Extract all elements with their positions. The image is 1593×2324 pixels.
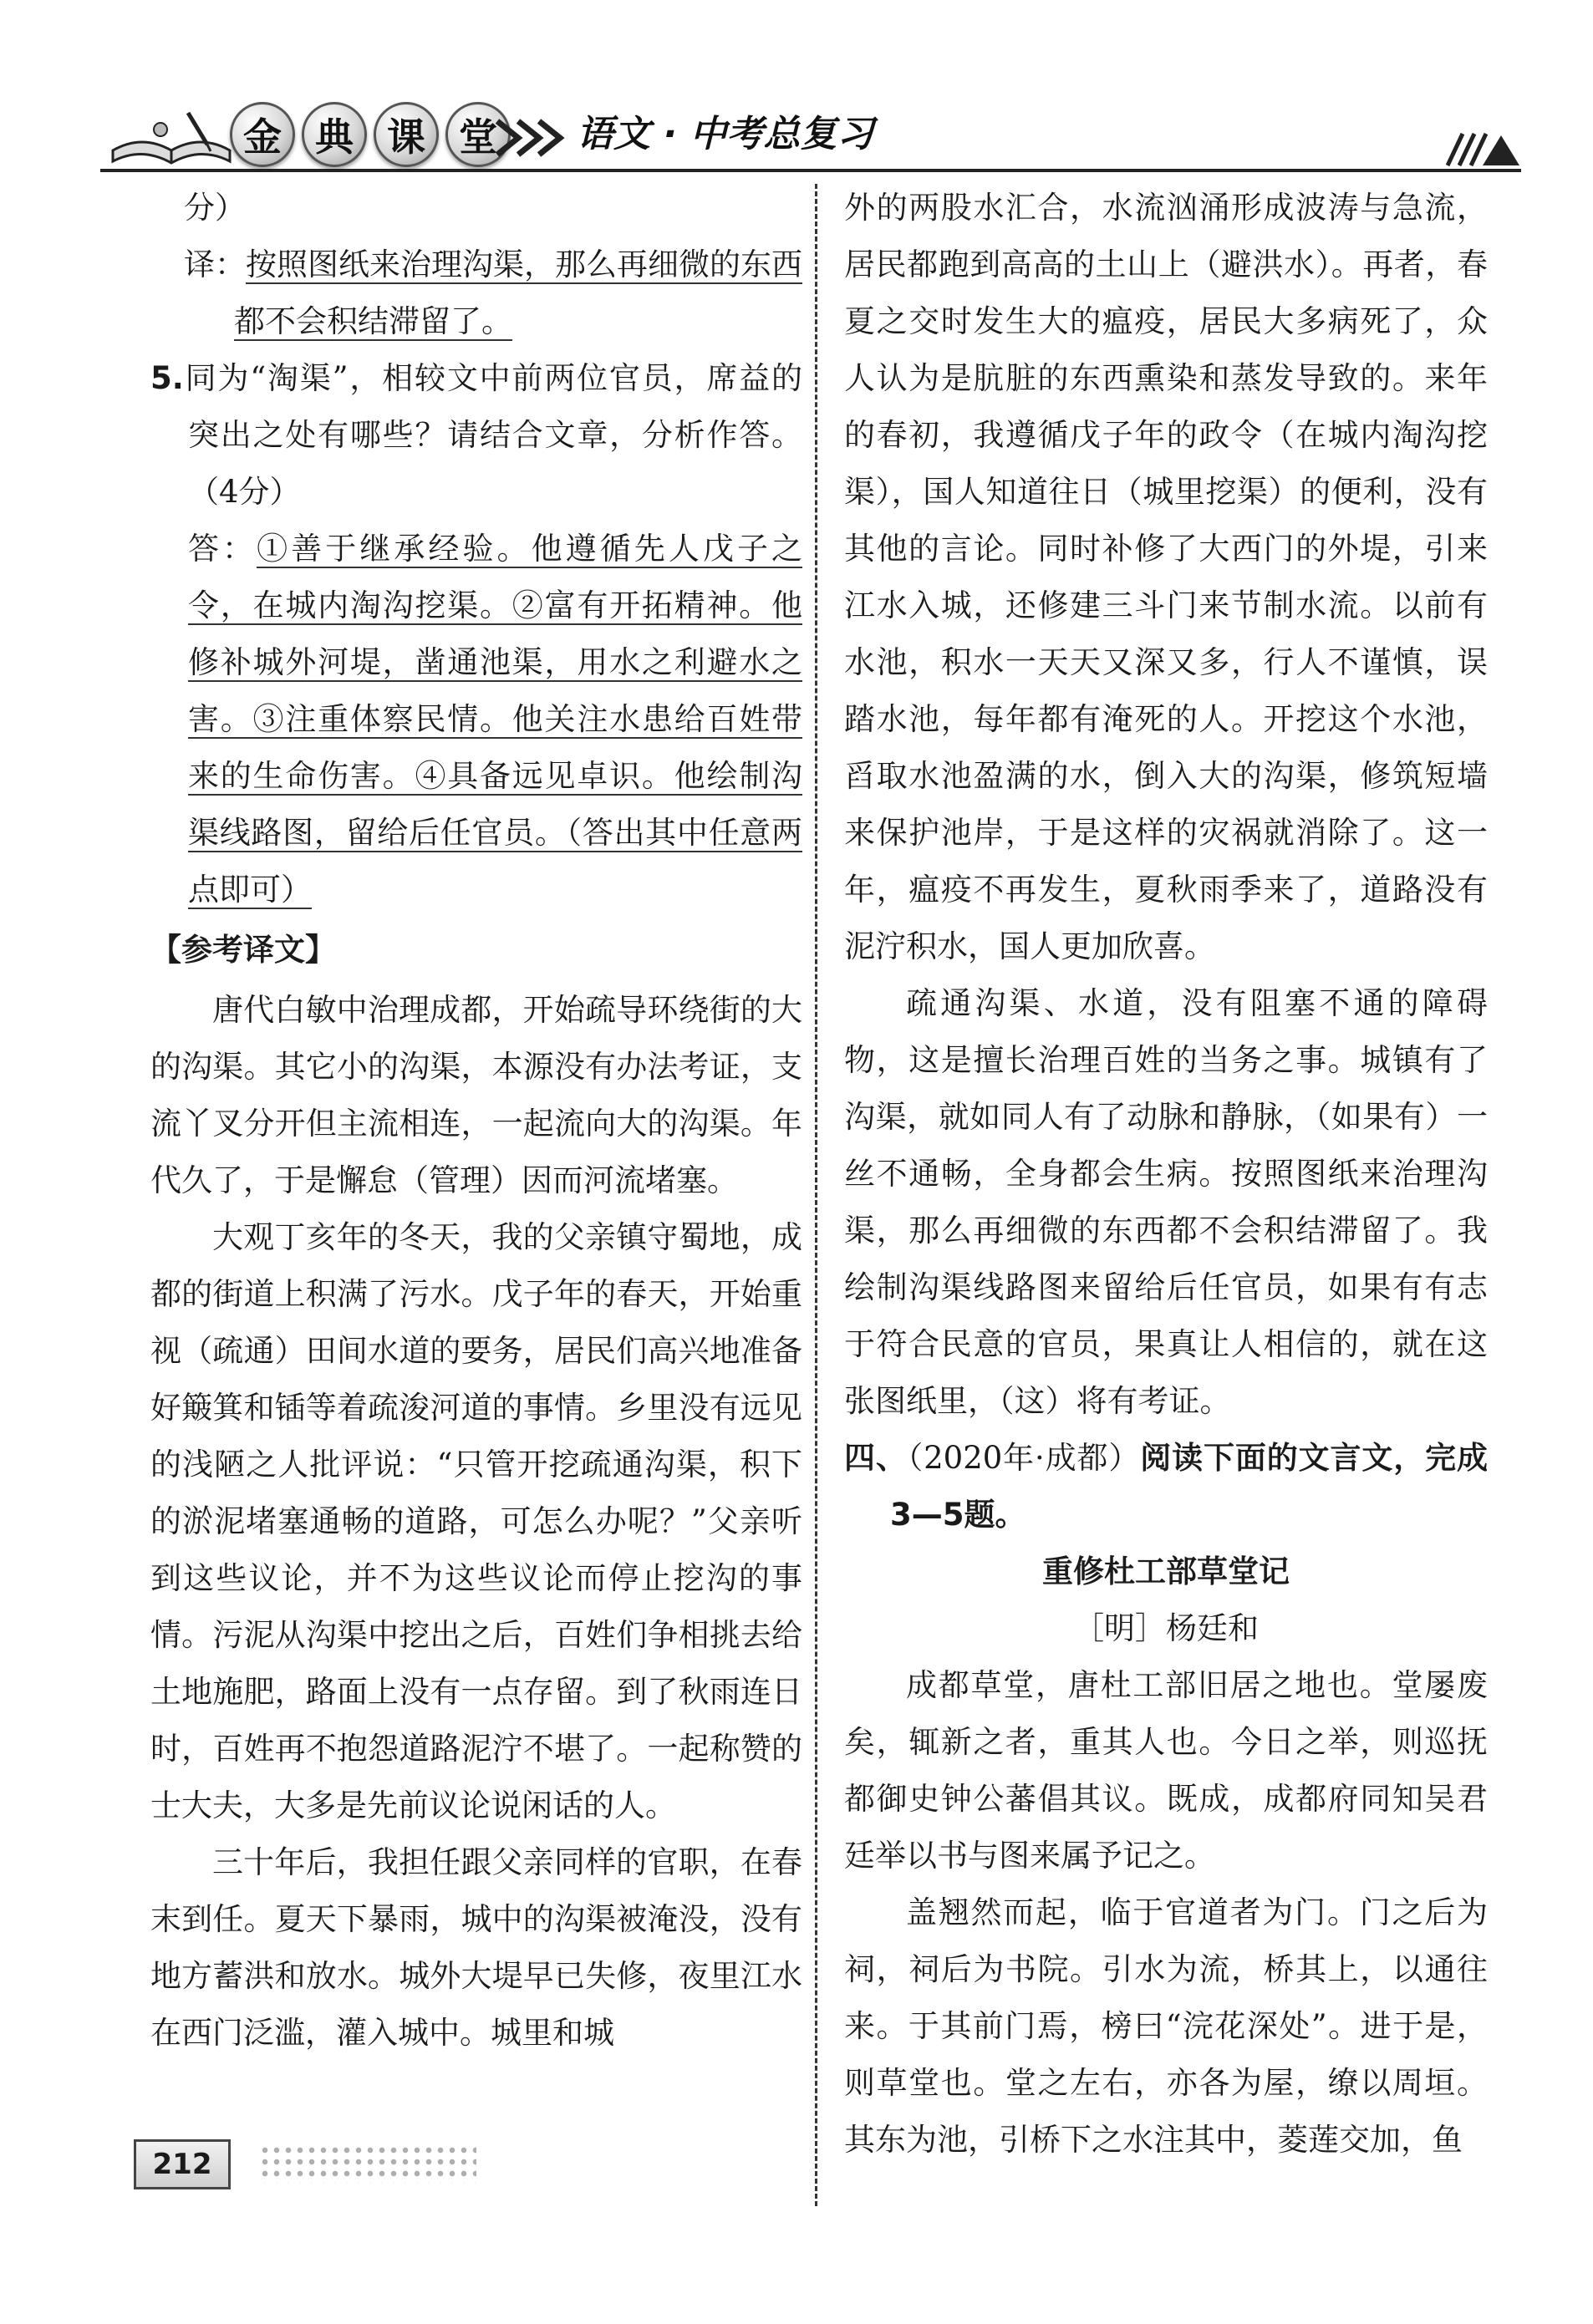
answer-text: ①善于继承经验。他遵循先人戊子之令，在城内淘沟挖渠。②富有开拓精神。他修补城外河堤，凿通池渠，用水之利避水之害。③注重体察民情。他关注水患给百姓带来的生命伤害。④具备远见卓识。他绘制沟渠线路图，留给后任官员。（答出其中任意两点即可） — [188, 531, 803, 908]
brand-char: 课 — [374, 102, 439, 167]
essay-paragraph: 盖翘然而起，临于官道者为门。门之后为祠，祠后为书院。引水为流，桥其上，以通往来。于其前门焉，榜曰“浣花深处”。进于是，则草堂也。堂之左右，亦各为屋，缭以周垣。其东为池，引桥下之水注其中，菱莲交加，鱼 — [844, 1894, 1488, 2158]
section-source: （2020年·成都） — [907, 1440, 1141, 1476]
question-number: 5. — [150, 360, 184, 396]
translation-paragraph: 三十年后，我担任跟父亲同样的官职，在春末到任。夏天下暴雨，城中的沟渠被淹没，没有地方蓄洪和放水。城外大堤早已失修，夜里江水在西门泛滥，灌入城中。城里和城 — [150, 1844, 802, 2051]
subject-title: 语文 · 中考总复习 — [577, 113, 874, 155]
section-instruction: 阅读下面的文言文，完成3—5题。 — [890, 1440, 1488, 1533]
continued-text: 分） — [184, 190, 246, 226]
corner-triangle-icon — [1446, 125, 1521, 167]
brand-char: 典 — [302, 102, 367, 167]
translation-paragraph: 疏通沟渠、水道，没有阻塞不通的障碍物，这是擅长治理百姓的当务之事。城镇有了沟渠，就如同人有了动脉和静脉，（如果有）一丝不通畅，全身都会生病。按照图纸来治理沟渠，那么再细微的东西都不会积结滞留了。我绘制沟渠线路图来留给后任官员，如果有有志于符合民意的官员，果真让人相信的，就在这张图纸里，（这）将有考证。 — [844, 985, 1488, 1419]
answer-label: 答： — [188, 531, 257, 567]
translation-text: 按照图纸来治理沟渠，那么再细微的东西都不会积结滞留了。 — [234, 247, 802, 339]
header-rule — [100, 169, 1521, 172]
translation-paragraph: 大观丁亥年的冬天，我的父亲镇守蜀地，成都的街道上积满了污水。戊子年的春天，开始重视（疏通）田间水道的要务，居民们高兴地准备好簸箕和锸等着疏浚河道的事情。乡里没有远见的浅陋之人批评说：“只管开挖疏通沟渠，积下的淤泥堵塞通畅的道路，可怎么办呢？”父亲听到这些议论，并不为这些议论而停止挖沟的事情。污泥从沟渠中挖出之后，百姓们争相挑去给土地施肥，路面上没有一点存留。到了秋雨连日时，百姓再不抱怨道路泥泞不堪了。一起称赞的士大夫，大多是先前议论说闲话的人。 — [150, 1219, 802, 1823]
essay-author: ［明］杨廷和 — [1073, 1610, 1259, 1646]
answer-5 — [150, 521, 802, 918]
section-number: 四、 — [844, 1440, 908, 1476]
essay-title: 重修杜工部草堂记 — [1042, 1554, 1290, 1589]
question-text: 同为“淘渠”，相较文中前两位官员，席益的突出之处有哪些？请结合文章，分析作答。（4分） — [183, 360, 802, 510]
brand-title — [230, 102, 511, 167]
question-5 — [150, 350, 802, 521]
column-divider — [815, 184, 817, 2206]
reference-translation-heading: 【参考译文】 — [150, 932, 336, 968]
translation-paragraph: 外的两股水汇合，水流汹涌形成波涛与急流，居民都跑到高高的土山上（避洪水）。再者，春夏之交时发生大的瘟疫，居民大多病死了，众人认为是肮脏的东西熏染和蒸发导致的。来年的春初，我遵循戊子年的政令（在城内淘沟挖渠），国人知道往日（城里挖渠）的便利，没有其他的言论。同时补修了大西门的外堤，引来江水入城，还修建三斗门来节制水流。以前有水池，积水一天天又深又多，行人不谨慎，误踏水池，每年都有淹死的人。开挖这个水池，舀取水池盈满的水，倒入大的沟渠，修筑短墙来保护池岸，于是这样的灾祸就消除了。这一年，瘟疫不再发生，夏秋雨季来了，道路没有泥泞积水，国人更加欣喜。 — [844, 190, 1488, 964]
translation-paragraph: 唐代白敏中治理成都，开始疏导环绕街的大的沟渠。其它小的沟渠，本源没有办法考证，支流丫叉分开但主流相连，一起流向大的沟渠。年代久了，于是懈怠（管理）因而河流堵塞。 — [150, 992, 802, 1198]
double-chevron-icon — [493, 117, 568, 159]
brand-char: 金 — [230, 102, 295, 167]
essay-paragraph: 成都草堂，唐杜工部旧居之地也。堂屡废矣，辄新之者，重其人也。今日之举，则巡抚都御史钟公蕃倡其议。既成，成都府同知吴君廷举以书与图来属予记之。 — [844, 1667, 1488, 1874]
open-book-logo-icon — [109, 104, 234, 171]
page-number: 212 — [134, 2139, 231, 2189]
right-column — [844, 180, 1488, 2169]
translation-answer — [150, 236, 802, 350]
section-4-heading — [844, 1430, 1488, 1543]
left-column — [150, 180, 802, 2062]
decorative-dots — [259, 2144, 476, 2183]
translation-label: 译： — [184, 247, 246, 282]
brand-char: 堂 — [445, 102, 511, 167]
page-header — [100, 92, 1504, 184]
